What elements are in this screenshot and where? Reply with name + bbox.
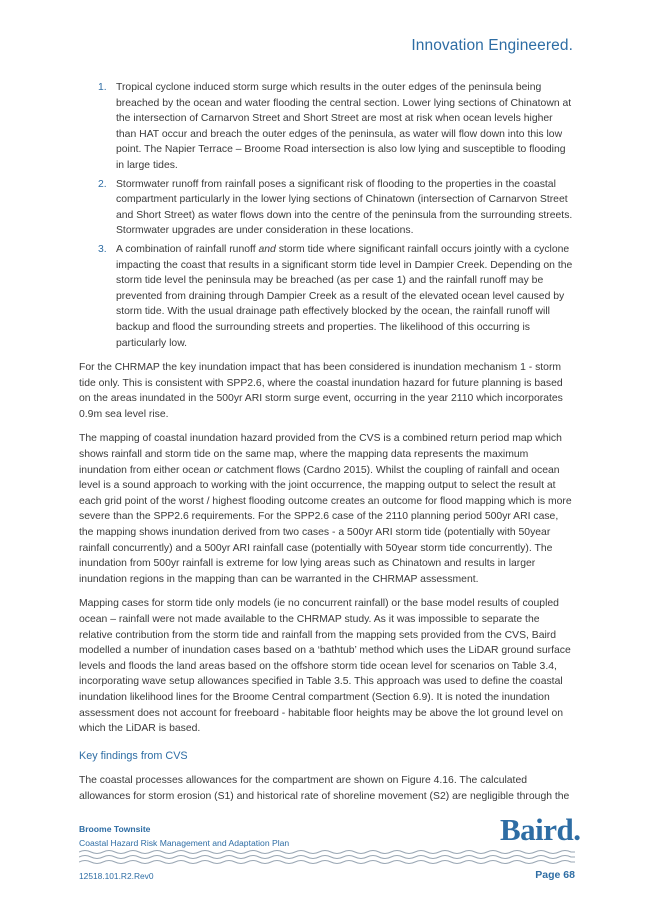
paragraph: The coastal processes allowances for the compartment are shown on Figure 4.16. The calculated allowances for storm erosion (S1) and historical rate of shoreline movement (S2) are negligible through the (79, 775, 570, 802)
paragraph: For the CHRMAP the key inundation impact that has been considered is inundation mechanism 1 - storm tide only. This is consistent with SPP2.6, where the coastal inundation hazard for future planning is based on the areas inundated in the 500yr ARI storm surge event, occurring in the year 2110 which incorporates 0.9m sea level rise. (79, 362, 563, 420)
list-item (79, 80, 575, 174)
list-item (79, 242, 575, 351)
list-item-text: Stormwater runoff from rainfall poses a significant risk of flooding to the properties in the coastal compartment particularly in the lower lying sections of Chinatown (intersection of Carnarvon Street and Short Street) as water flows down into the centre of the peninsula from the surrounding streets. Stormwater upgrades are under consideration in these locations. (116, 178, 573, 237)
list-item-number: 3. (98, 243, 107, 255)
footer-subtitle: Coastal Hazard Risk Management and Adaptation Plan (79, 838, 290, 848)
paragraph-emphasis: or (213, 464, 223, 476)
list-item-number: 2. (98, 178, 107, 190)
header-tagline: Innovation Engineered. (411, 37, 573, 54)
list-item-text: A combination of rainfall runoff (116, 243, 259, 255)
footer-wave-divider (79, 849, 575, 865)
list-item (79, 177, 575, 239)
footer-title: Broome Townsite (79, 824, 151, 834)
paragraph: Mapping cases for storm tide only models (ie no concurrent rainfall) or the base model results of coupled ocean – rainfall were not made available to the CHRMAP study. As it was impossible to separate the relative contribution from the storm tide and rainfall from the mapping sets provided from the CVS, Baird modelled a number of inundation cases based on a ‘bathtub’ method which uses the LiDAR ground surface levels and floods the land areas based on the offshore storm tide ocean level for scenarios on Table 3.4, incorporating wave setup allowances specified in Table 3.5. This approach was used to define the coastal inundation likelihood lines for the Broome Central compartment (Section 6.9). It is noted the inundation assessment does not account for freeboard - habitable floor heights may be above the lot ground level on which the LiDAR is based. (79, 598, 571, 735)
list-item-number: 1. (98, 82, 107, 93)
baird-logo: Baird. (500, 812, 581, 847)
paragraph-text: The mapping of coastal inundation hazard provided from the CVS is a combined return period map which shows rainfall and storm tide on the same map, where the mapping data represents the maximum inundation from either ocean (79, 433, 562, 476)
document-reference: 12518.101.R2.Rev0 (79, 871, 154, 881)
list-item-emphasis: and (258, 243, 276, 255)
page-number: Page 68 (535, 869, 575, 881)
list-item-text: Tropical cyclone induced storm surge which results in the outer edges of the peninsula being breached by the ocean and water flooding the central section. Lower lying sections of Chinatown at the intersection of Carnarvon Street and Short Street are most at risk when ocean levels higher than HAT occur and breach the outer edges of the peninsula, as water will flow down into this low point. The Napier Terrace – Broome Road intersection is also low lying and susceptible to flooding in large tides. (116, 82, 572, 171)
paragraph (79, 431, 575, 587)
list-item-text: storm tide where significant rainfall occurs jointly with a cyclone impacting the coast that results in a significant storm tide level in Dampier Creek. Depending on the storm tide level the peninsula may be breached (as per case 1) and the rainfall runoff may be prevented from draining through Dampier Creek as a result of the elevated ocean level caused by storm tide. With the usual drainage path effectively blocked by the ocean, the rainfall runoff will backup and flood the surrounding streets and properties. The likelihood of this occurring is particularly low. (116, 243, 573, 349)
paragraph-text: catchment flows (Cardno 2015). Whilst the coupling of rainfall and ocean level is a sound approach to working with the joint occurrence, the mapping output to select the result at each grid point of the worst / highest flooding outcome creates an outcome for flood mapping which is more severe than the SPP2.6 requirements. For the SPP2.6 case of the 2110 planning period 500yr ARI case, the mapping shows inundation derived from two cases - a 500yr ARI storm tide (potentially with 50year rainfall concurrently) and a 500yr ARI rainfall case (potentially with 50year storm tide concurrently). The inundation from 500yr rainfall is extreme for low lying areas such as Chinatown and results in larger inundation regions in the mapping than can be warranted in the CHRMAP assessment. (79, 464, 572, 585)
page-body (79, 80, 575, 805)
section-heading: Key findings from CVS (79, 749, 188, 762)
inundation-mechanisms-list (79, 80, 575, 351)
